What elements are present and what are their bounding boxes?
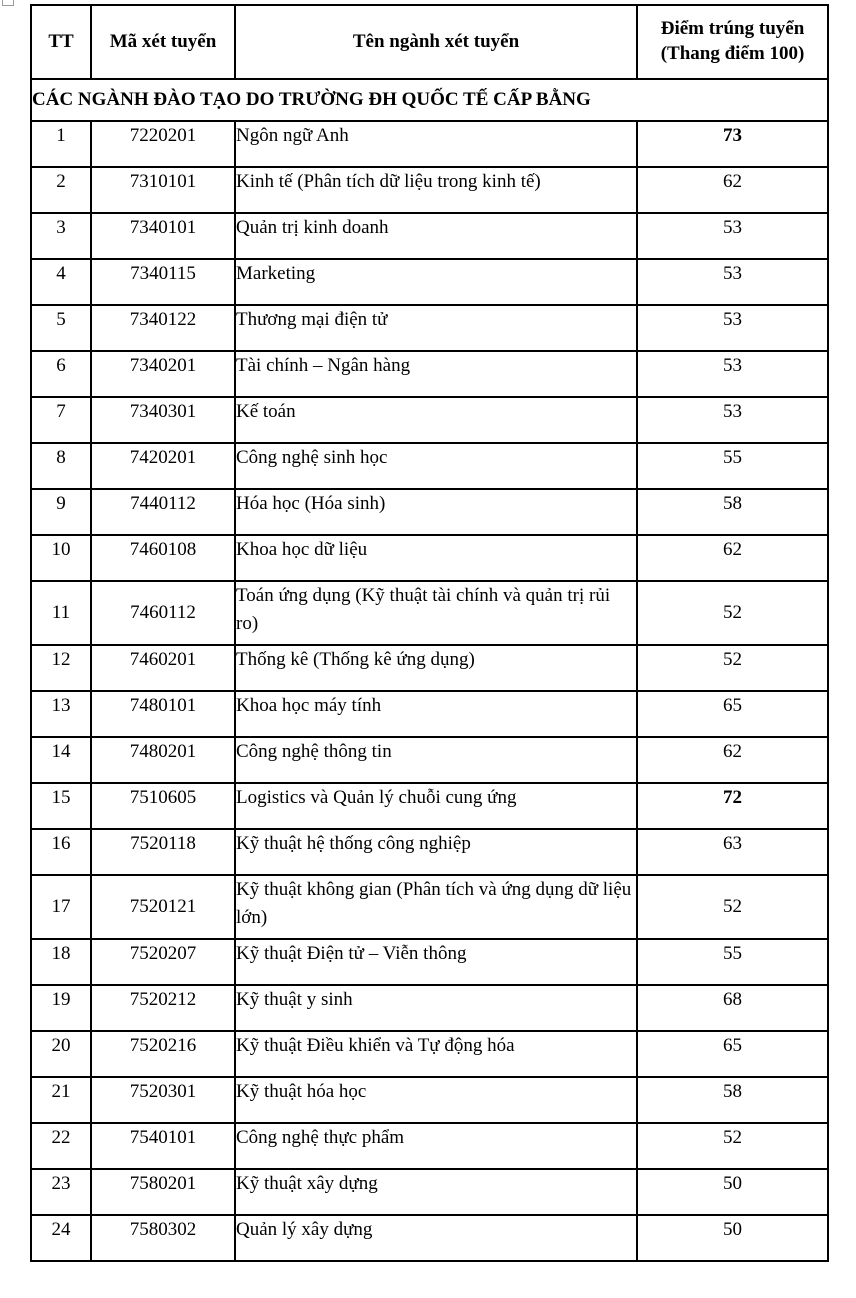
row-score: 53 [637, 305, 828, 351]
table-row [31, 581, 828, 645]
table-row [31, 443, 828, 489]
row-name: Kỹ thuật Điều khiển và Tự động hóa [235, 1031, 637, 1077]
row-score: 55 [637, 443, 828, 489]
row-name: Kỹ thuật Điện tử – Viễn thông [235, 939, 637, 985]
row-name: Kỹ thuật không gian (Phân tích và ứng dụng dữ liệu lớn) [235, 875, 637, 939]
table-row [31, 737, 828, 783]
row-score: 68 [637, 985, 828, 1031]
row-tt: 21 [31, 1077, 91, 1123]
row-score: 58 [637, 489, 828, 535]
row-score: 50 [637, 1169, 828, 1215]
table-row [31, 489, 828, 535]
table-row [31, 691, 828, 737]
row-name: Khoa học máy tính [235, 691, 637, 737]
row-code: 7460201 [91, 645, 235, 691]
row-score: 62 [637, 535, 828, 581]
row-code: 7580201 [91, 1169, 235, 1215]
row-name: Kế toán [235, 397, 637, 443]
header-row [31, 5, 828, 79]
row-tt: 4 [31, 259, 91, 305]
row-name: Tài chính – Ngân hàng [235, 351, 637, 397]
row-tt: 5 [31, 305, 91, 351]
table-row [31, 535, 828, 581]
row-name: Kỹ thuật y sinh [235, 985, 637, 1031]
header-score-line2: (Thang điểm 100) [660, 43, 805, 64]
table-row [31, 213, 828, 259]
row-tt: 9 [31, 489, 91, 535]
row-score: 72 [637, 783, 828, 829]
row-tt: 20 [31, 1031, 91, 1077]
row-name: Logistics và Quản lý chuỗi cung ứng [235, 783, 637, 829]
row-score: 73 [637, 121, 828, 167]
row-score: 62 [637, 737, 828, 783]
row-code: 7520212 [91, 985, 235, 1031]
row-tt: 16 [31, 829, 91, 875]
row-tt: 8 [31, 443, 91, 489]
row-score: 53 [637, 397, 828, 443]
row-code: 7460112 [91, 581, 235, 645]
row-name: Ngôn ngữ Anh [235, 121, 637, 167]
row-code: 7440112 [91, 489, 235, 535]
row-code: 7340201 [91, 351, 235, 397]
row-code: 7480101 [91, 691, 235, 737]
row-code: 7460108 [91, 535, 235, 581]
row-name: Quản lý xây dựng [235, 1215, 637, 1261]
row-tt: 2 [31, 167, 91, 213]
table-row [31, 305, 828, 351]
table-row [31, 645, 828, 691]
row-name: Marketing [235, 259, 637, 305]
table-row [31, 875, 828, 939]
row-name: Khoa học dữ liệu [235, 535, 637, 581]
row-code: 7480201 [91, 737, 235, 783]
row-score: 62 [637, 167, 828, 213]
table-row [31, 397, 828, 443]
row-score: 50 [637, 1215, 828, 1261]
row-code: 7580302 [91, 1215, 235, 1261]
header-tt: TT [31, 5, 91, 79]
row-name: Công nghệ sinh học [235, 443, 637, 489]
row-code: 7520207 [91, 939, 235, 985]
row-code: 7340301 [91, 397, 235, 443]
row-score: 65 [637, 691, 828, 737]
admission-score-table [30, 4, 829, 1262]
row-score: 52 [637, 581, 828, 645]
row-code: 7310101 [91, 167, 235, 213]
row-tt: 14 [31, 737, 91, 783]
row-tt: 19 [31, 985, 91, 1031]
row-code: 7340115 [91, 259, 235, 305]
row-code: 7520301 [91, 1077, 235, 1123]
section-row [31, 79, 828, 121]
row-code: 7540101 [91, 1123, 235, 1169]
row-tt: 13 [31, 691, 91, 737]
table-anchor-icon [2, 0, 14, 6]
row-code: 7340122 [91, 305, 235, 351]
table-row [31, 259, 828, 305]
row-score: 63 [637, 829, 828, 875]
row-score: 53 [637, 351, 828, 397]
row-tt: 11 [31, 581, 91, 645]
row-name: Kỹ thuật xây dựng [235, 1169, 637, 1215]
table-row [31, 121, 828, 167]
row-name: Kinh tế (Phân tích dữ liệu trong kinh tế) [235, 167, 637, 213]
row-tt: 12 [31, 645, 91, 691]
table-row [31, 1215, 828, 1261]
row-score: 53 [637, 259, 828, 305]
row-tt: 18 [31, 939, 91, 985]
row-code: 7340101 [91, 213, 235, 259]
section-title: CÁC NGÀNH ĐÀO TẠO DO TRƯỜNG ĐH QUỐC TẾ CẤP BẰNG [31, 79, 828, 121]
row-name: Hóa học (Hóa sinh) [235, 489, 637, 535]
row-name: Thương mại điện tử [235, 305, 637, 351]
row-tt: 1 [31, 121, 91, 167]
table-row [31, 783, 828, 829]
row-name: Quản trị kinh doanh [235, 213, 637, 259]
header-score-line1: Điểm trúng tuyển [660, 18, 805, 40]
header-code: Mã xét tuyển [91, 5, 235, 79]
row-name: Kỹ thuật hóa học [235, 1077, 637, 1123]
row-name: Kỹ thuật hệ thống công nghiệp [235, 829, 637, 875]
row-score: 65 [637, 1031, 828, 1077]
row-name: Toán ứng dụng (Kỹ thuật tài chính và quản trị rủi ro) [235, 581, 637, 645]
table-row [31, 939, 828, 985]
table-row [31, 167, 828, 213]
row-name: Công nghệ thông tin [235, 737, 637, 783]
table-row [31, 1031, 828, 1077]
table-row [31, 829, 828, 875]
row-score: 52 [637, 1123, 828, 1169]
table-row [31, 1123, 828, 1169]
row-code: 7520118 [91, 829, 235, 875]
table-row [31, 985, 828, 1031]
row-name: Thống kê (Thống kê ứng dụng) [235, 645, 637, 691]
row-code: 7220201 [91, 121, 235, 167]
row-score: 55 [637, 939, 828, 985]
row-tt: 10 [31, 535, 91, 581]
row-tt: 24 [31, 1215, 91, 1261]
row-code: 7510605 [91, 783, 235, 829]
row-score: 52 [637, 875, 828, 939]
row-tt: 7 [31, 397, 91, 443]
row-tt: 15 [31, 783, 91, 829]
row-tt: 22 [31, 1123, 91, 1169]
row-name: Công nghệ thực phẩm [235, 1123, 637, 1169]
table-row [31, 1169, 828, 1215]
row-score: 53 [637, 213, 828, 259]
row-tt: 3 [31, 213, 91, 259]
row-code: 7520216 [91, 1031, 235, 1077]
table-row [31, 1077, 828, 1123]
row-code: 7420201 [91, 443, 235, 489]
row-score: 52 [637, 645, 828, 691]
header-score [637, 5, 828, 79]
table-row [31, 351, 828, 397]
row-score: 58 [637, 1077, 828, 1123]
row-code: 7520121 [91, 875, 235, 939]
row-tt: 17 [31, 875, 91, 939]
row-tt: 6 [31, 351, 91, 397]
header-name: Tên ngành xét tuyển [235, 5, 637, 79]
row-tt: 23 [31, 1169, 91, 1215]
